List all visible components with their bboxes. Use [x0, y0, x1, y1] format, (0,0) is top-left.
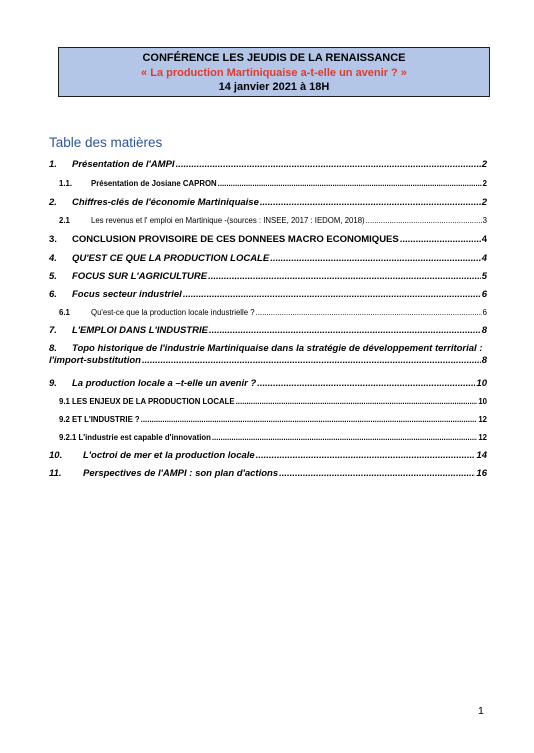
toc-entry-11[interactable] [49, 468, 487, 480]
toc-leader-dots [218, 178, 482, 190]
toc-entry-page: 2 [481, 159, 487, 170]
toc-entry-number: 2.1 [59, 216, 70, 225]
toc-entry-text: La production locale a –t-elle un avenir ? [72, 378, 257, 389]
toc-entry-7[interactable] [49, 325, 487, 337]
toc-entry-5[interactable] [49, 271, 487, 283]
toc-entry-text: QU'EST CE QUE LA PRODUCTION LOCALE [72, 253, 270, 264]
toc-entry-text: Présentation de Josiane CAPRON [91, 179, 217, 188]
toc-leader-dots [176, 159, 481, 171]
toc-entry-8[interactable] [49, 343, 487, 367]
toc-leader-dots [279, 468, 475, 480]
toc-entry-page: 12 [478, 433, 487, 442]
toc-leader-dots [142, 355, 481, 367]
toc-entry-9-2-1[interactable] [59, 432, 487, 444]
toc-entry-text: Focus secteur industriel [72, 289, 182, 300]
toc-entry-page: 8 [481, 355, 487, 366]
toc-entry-number: 6. [49, 289, 57, 300]
toc-entry-page: 16 [476, 468, 487, 479]
toc-entry-6-1[interactable] [59, 307, 487, 319]
conference-subtitle: « La production Martiniquaise a-t-elle un avenir ? » [141, 66, 407, 79]
toc-entry-text: 9.1 LES ENJEUX DE LA PRODUCTION LOCALE [59, 397, 235, 406]
toc-entry-page: 10 [478, 397, 487, 406]
toc-entry-2-1[interactable] [59, 215, 487, 227]
toc-leader-dots [270, 253, 481, 265]
toc-entry-text: 9.2 ET L'INDUSTRIE ? [59, 415, 140, 424]
toc-entry-9-1[interactable] [59, 396, 487, 408]
toc-entry-page: 3 [482, 216, 487, 225]
toc-entry-text: L'octroi de mer et la production locale [83, 450, 255, 461]
toc-leader-dots [208, 271, 481, 283]
toc-entry-text: CONCLUSION PROVISOIRE DE CES DONNEES MACRO ECONOMIQUES [72, 234, 399, 245]
toc-entry-text: Qu'est-ce que la production locale industrielle ? [91, 308, 255, 317]
toc-entry-number: 4. [49, 253, 57, 264]
toc-entry-number: 7. [49, 325, 57, 336]
toc-entry-text-continued: l'import-substitution [49, 355, 141, 366]
toc-entry-1-1[interactable] [59, 178, 487, 190]
toc-entry-page: 10 [476, 378, 487, 389]
toc-leader-dots [209, 325, 481, 337]
toc-title: Table des matières [49, 135, 163, 150]
conference-title: CONFÉRENCE LES JEUDIS DE LA RENAISSANCE [142, 52, 406, 64]
toc-entry-text: FOCUS SUR L'AGRICULTURE [72, 271, 208, 282]
toc-leader-dots [183, 289, 481, 301]
toc-entry-page: 2 [481, 197, 487, 208]
toc-entry-page: 8 [481, 325, 487, 336]
toc-entry-number: 8. [49, 343, 57, 354]
toc-entry-page: 6 [482, 308, 487, 317]
toc-entry-number: 1. [49, 159, 57, 170]
toc-leader-dots [256, 450, 476, 462]
toc-entry-4[interactable] [49, 253, 487, 265]
toc-entry-text: L'EMPLOI DANS L'INDUSTRIE [72, 325, 208, 336]
toc-entry-9[interactable] [49, 378, 487, 390]
toc-entry-number: 1.1. [59, 179, 73, 188]
toc-entry-text: 9.2.1 L'industrie est capable d'innovation [59, 433, 211, 442]
toc-entry-number: 3. [49, 234, 57, 245]
toc-entry-number: 11. [49, 468, 62, 479]
toc-leader-dots [236, 396, 478, 408]
toc-entry-10[interactable] [49, 450, 487, 462]
toc-entry-page: 2 [482, 179, 487, 188]
toc-entry-text: Présentation de l'AMPI [72, 159, 175, 170]
toc-leader-dots [256, 307, 482, 319]
toc-entry-text: Perspectives de l'AMPI : son plan d'actions [83, 468, 279, 479]
page-number: 1 [478, 705, 484, 717]
toc-entry-6[interactable] [49, 289, 487, 301]
toc-entry-text: Chiffres-clés de l'économie Martiniquaise [72, 197, 259, 208]
toc-leader-dots [260, 197, 481, 209]
toc-entry-2[interactable] [49, 197, 487, 209]
toc-entry-number: 6.1 [59, 308, 70, 317]
toc-leader-dots [141, 414, 478, 426]
toc-entry-number: 9. [49, 378, 57, 389]
toc-entry-page: 14 [476, 450, 487, 461]
toc-entry-number: 5. [49, 271, 57, 282]
conference-date: 14 janvier 2021 à 18H [218, 81, 330, 93]
toc-entry-text: Les revenus et l' emploi en Martinique -(sources : INSEE, 2017 : IEDOM, 2018) [91, 216, 365, 225]
toc-leader-dots [212, 432, 477, 444]
toc-entry-page: 5 [481, 271, 487, 282]
toc-entry-number: 2. [49, 197, 57, 208]
toc-leader-dots [400, 234, 481, 246]
toc-entry-page: 4 [481, 234, 487, 245]
toc-entry-9-2[interactable] [59, 414, 487, 426]
toc-entry-page: 6 [481, 289, 487, 300]
toc-leader-dots [366, 215, 482, 227]
toc-entry-page: 12 [478, 415, 487, 424]
toc-leader-dots [257, 378, 475, 390]
toc-entry-page: 4 [481, 253, 487, 264]
conference-header-box [58, 47, 490, 97]
toc-entry-number: 10. [49, 450, 63, 461]
toc-entry-text: Topo historique de l'industrie Martiniquaise dans la stratégie de développement territorial : [72, 343, 483, 354]
toc-entry-1[interactable] [49, 159, 487, 171]
toc-entry-3[interactable] [49, 234, 487, 246]
